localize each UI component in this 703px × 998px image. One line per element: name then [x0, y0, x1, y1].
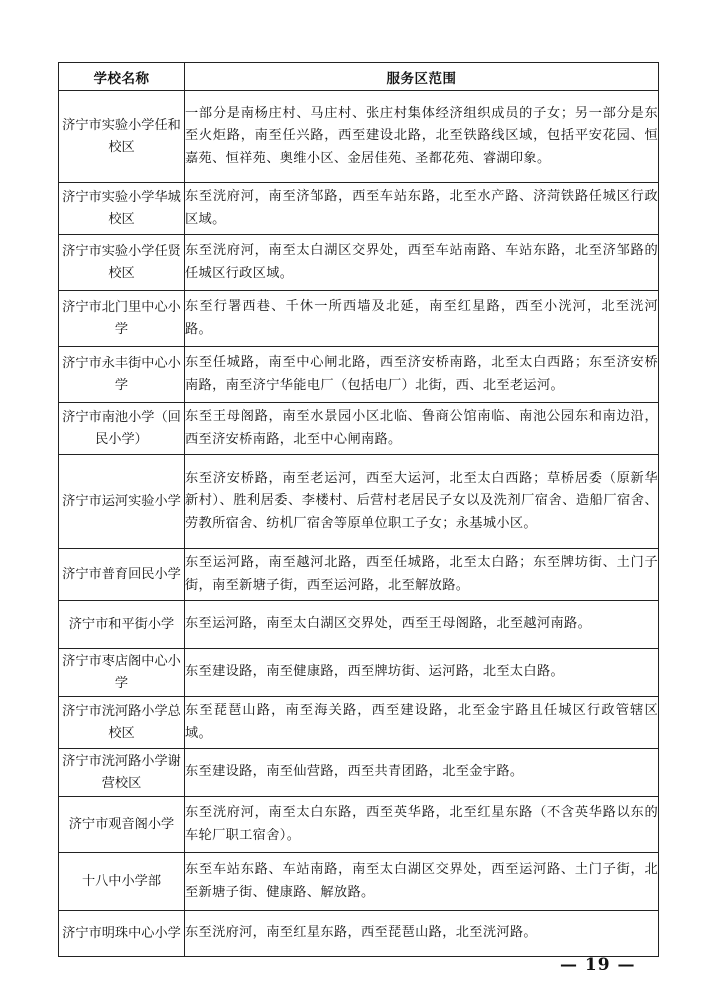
school-name-cell: 济宁市洸河路小学总校区 [59, 697, 185, 749]
table-row [59, 853, 659, 911]
table-row [59, 235, 659, 291]
service-area-cell: 东至济安桥路，南至老运河，西至大运河，北至太白西路；草桥居委（原新华新村）、胜利居委、李楼村、后营村老居民子女以及洗剂厂宿舍、造船厂宿舍、劳教所宿舍、纺机厂宿舍等原单位职工子女；永基城小区。 [185, 455, 659, 549]
school-name-cell: 十八中小学部 [59, 853, 185, 911]
service-area-cell: 东至建设路，南至仙营路，西至共青团路，北至金宇路。 [185, 749, 659, 797]
table-row [59, 697, 659, 749]
service-area-cell: 东至运河路，南至太白湖区交界处，西至王母阁路，北至越河南路。 [185, 601, 659, 649]
school-name-cell: 济宁市运河实验小学 [59, 455, 185, 549]
table-row [59, 601, 659, 649]
service-area-cell: 东至任城路，南至中心闸北路，西至济安桥南路，北至太白西路；东至济安桥南路，南至济宁华能电厂（包括电厂）北街，西、北至老运河。 [185, 347, 659, 403]
table-row [59, 403, 659, 455]
table-row [59, 549, 659, 601]
school-zone-table [58, 62, 659, 957]
header-service-area: 服务区范围 [185, 63, 659, 91]
service-area-cell: 东至洸府河，南至红星东路，西至琵琶山路，北至洸河路。 [185, 911, 659, 957]
page-number: — 19 — [560, 955, 636, 975]
school-name-cell: 济宁市明珠中心小学 [59, 911, 185, 957]
service-area-cell: 东至建设路，南至健康路，西至牌坊街、运河路，北至太白路。 [185, 649, 659, 697]
table-row [59, 911, 659, 957]
service-area-cell: 东至洸府河，南至济邹路，西至车站东路，北至水产路、济菏铁路任城区行政区域。 [185, 183, 659, 235]
table-header-row [59, 63, 659, 91]
table-row [59, 749, 659, 797]
school-name-cell: 济宁市洸河路小学谢营校区 [59, 749, 185, 797]
school-name-cell: 济宁市永丰街中心小学 [59, 347, 185, 403]
service-area-cell: 东至王母阁路，南至水景园小区北临、鲁商公馆南临、南池公园东和南边沿，西至济安桥南路，北至中心闸南路。 [185, 403, 659, 455]
table-row [59, 347, 659, 403]
service-area-cell: 东至行署西巷、千休一所西墙及北延，南至红星路，西至小洸河，北至洸河路。 [185, 291, 659, 347]
service-area-cell: 东至琵琶山路，南至海关路，西至建设路，北至金宇路且任城区行政管辖区域。 [185, 697, 659, 749]
service-area-cell: 一部分是南杨庄村、马庄村、张庄村集体经济组织成员的子女；另一部分是东至火炬路，南至任兴路，西至建设北路，北至铁路线区域，包括平安花园、恒嘉苑、恒祥苑、奥维小区、金居佳苑、圣都花苑、睿湖印象。 [185, 91, 659, 183]
table-row [59, 797, 659, 853]
school-name-cell: 济宁市北门里中心小学 [59, 291, 185, 347]
table-row [59, 649, 659, 697]
service-area-cell: 东至洸府河，南至太白东路，西至英华路，北至红星东路（不含英华路以东的车轮厂职工宿舍）。 [185, 797, 659, 853]
school-name-cell: 济宁市实验小学任贤校区 [59, 235, 185, 291]
header-school-name: 学校名称 [59, 63, 185, 91]
school-name-cell: 济宁市南池小学（回民小学） [59, 403, 185, 455]
table-row [59, 91, 659, 183]
table-row [59, 183, 659, 235]
school-name-cell: 济宁市和平街小学 [59, 601, 185, 649]
school-name-cell: 济宁市实验小学华城校区 [59, 183, 185, 235]
school-name-cell: 济宁市普育回民小学 [59, 549, 185, 601]
table-row [59, 291, 659, 347]
service-area-cell: 东至运河路，南至越河北路，西至任城路，北至太白路；东至牌坊街、土门子街，南至新塘子街，西至运河路，北至解放路。 [185, 549, 659, 601]
service-area-cell: 东至车站东路、车站南路，南至太白湖区交界处，西至运河路、土门子街，北至新塘子街、健康路、解放路。 [185, 853, 659, 911]
table-row [59, 455, 659, 549]
school-name-cell: 济宁市枣店阁中心小学 [59, 649, 185, 697]
service-area-cell: 东至洸府河，南至太白湖区交界处，西至车站南路、车站东路，北至济邹路的任城区行政区域。 [185, 235, 659, 291]
school-name-cell: 济宁市实验小学任和校区 [59, 91, 185, 183]
school-name-cell: 济宁市观音阁小学 [59, 797, 185, 853]
